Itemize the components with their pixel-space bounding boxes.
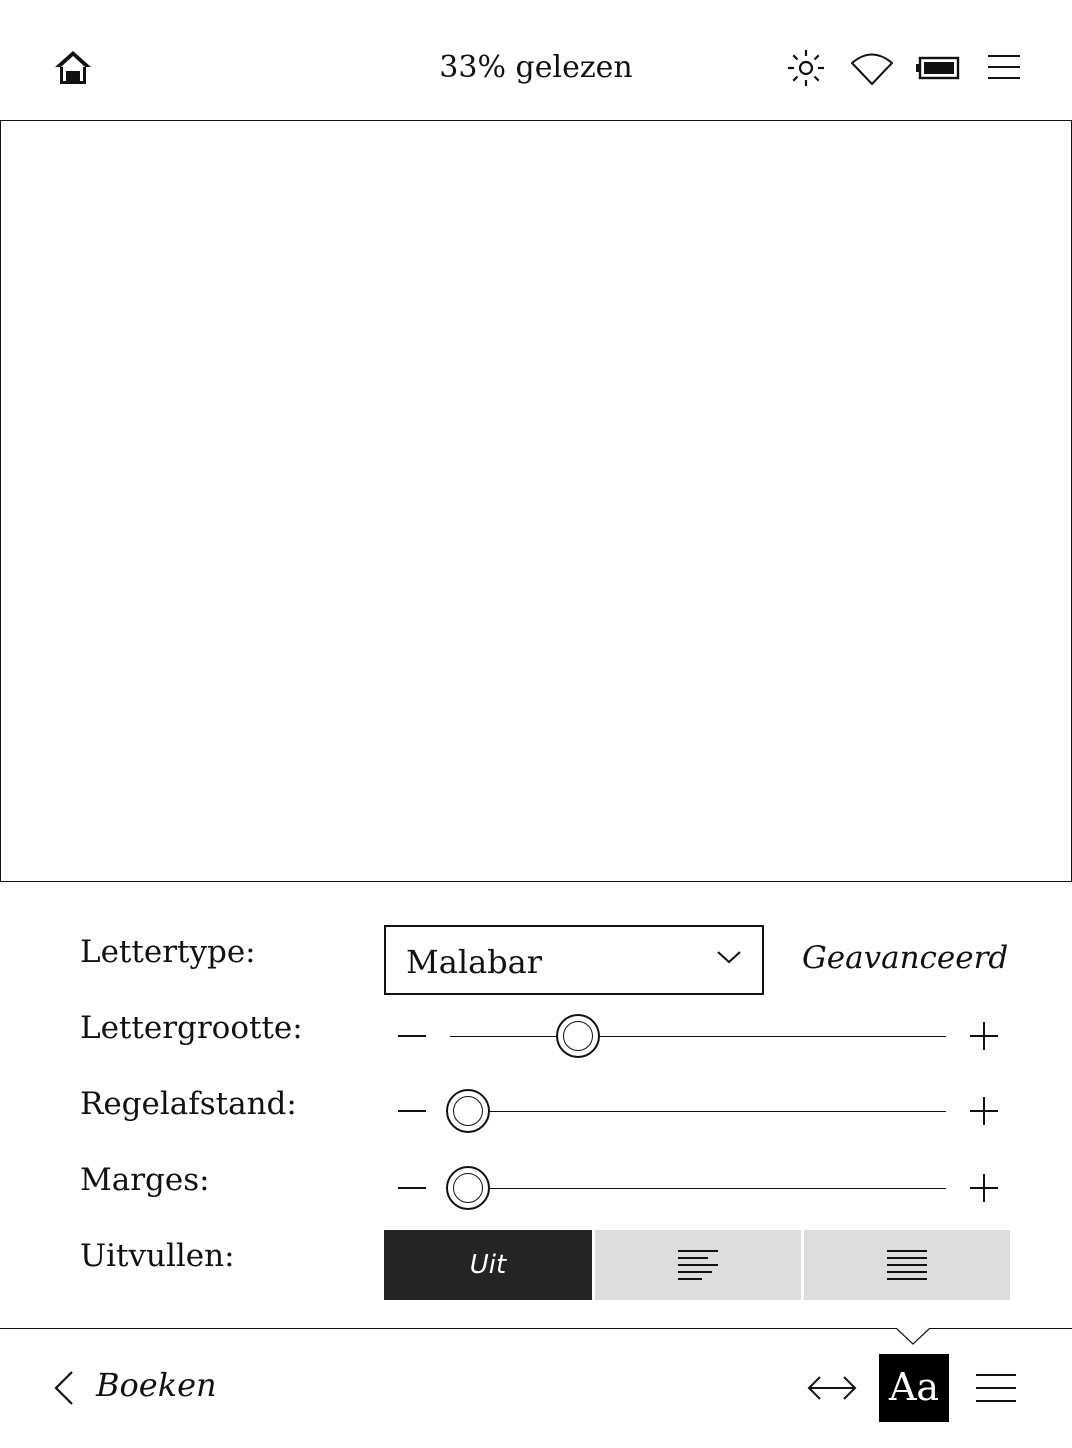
font-dropdown[interactable] (384, 925, 764, 995)
font-size-increase-button[interactable] (968, 1020, 1000, 1052)
justify-icon (887, 1249, 927, 1283)
page-width-icon[interactable] (806, 1372, 858, 1404)
home-icon[interactable] (52, 48, 94, 88)
margins-slider-track[interactable] (450, 1188, 946, 1189)
battery-icon[interactable] (916, 56, 960, 80)
menu-icon[interactable] (974, 1372, 1018, 1404)
brightness-icon[interactable] (786, 48, 826, 88)
back-label: Boeken (96, 1366, 217, 1404)
margins-decrease-button[interactable] (396, 1186, 428, 1190)
font-size-slider-track[interactable] (450, 1036, 946, 1037)
line-spacing-decrease-button[interactable] (396, 1109, 428, 1113)
margins-increase-button[interactable] (968, 1172, 1000, 1204)
justify-off-button[interactable] (384, 1230, 592, 1300)
reading-progress: 33% gelezen (439, 50, 633, 85)
line-spacing-slider-thumb[interactable] (446, 1089, 490, 1133)
justify-label: Uitvullen: (80, 1238, 235, 1274)
left-align-icon (678, 1249, 718, 1283)
justify-left-button[interactable] (595, 1230, 801, 1300)
margins-label: Marges: (80, 1162, 210, 1198)
line-spacing-slider-track[interactable] (450, 1111, 946, 1112)
font-settings-button[interactable]: Aa (879, 1354, 949, 1422)
margins-slider-thumb[interactable] (446, 1166, 490, 1210)
reading-page[interactable] (0, 120, 1072, 882)
font-size-decrease-button[interactable] (396, 1034, 428, 1038)
chevron-down-icon (716, 949, 742, 965)
advanced-link[interactable]: Geavanceerd (802, 940, 1009, 976)
font-size-label: Lettergrootte: (80, 1010, 303, 1046)
menu-icon[interactable] (986, 52, 1022, 82)
chevron-left-icon (52, 1370, 78, 1406)
line-spacing-increase-button[interactable] (968, 1095, 1000, 1127)
wifi-icon[interactable] (850, 52, 894, 86)
font-value: Malabar (406, 943, 543, 981)
justify-full-button[interactable] (804, 1230, 1010, 1300)
justify-off-label: Uit (469, 1250, 507, 1280)
font-label: Lettertype: (80, 934, 256, 970)
popup-pointer (896, 1328, 930, 1345)
line-spacing-label: Regelafstand: (80, 1086, 297, 1122)
font-size-slider-thumb[interactable] (556, 1014, 600, 1058)
